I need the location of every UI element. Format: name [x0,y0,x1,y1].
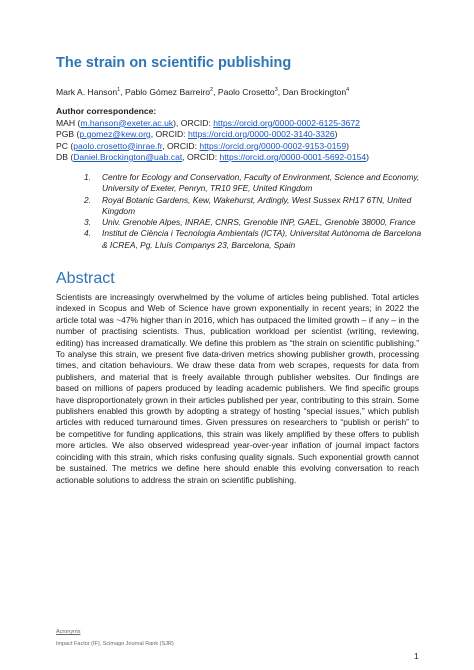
footnote-text: Impact Factor (IF), Scimago Journal Rank (SJR) [56,641,174,647]
orcid-link[interactable]: https://orcid.org/0000-0002-9153-0159 [199,140,347,151]
email-link[interactable]: m.hanson@exeter.ac.uk [80,117,174,128]
email-link[interactable]: Daniel.Brockington@uab.cat [73,152,183,162]
affiliation-item [84,217,424,228]
closing-paren: ) [334,129,338,139]
email-link[interactable]: paolo.crosetto@inrae.fr [73,140,163,151]
affiliation-text: Univ. Grenoble Alpes, INRAE, CNRS, Grenoble INP, GAEL, Grenoble 38000, France [102,217,416,228]
affiliation-number: 1. [84,172,91,182]
author-affil-marker: 4 [346,87,350,93]
author-name: Pablo Gómez Barreiro [124,86,211,97]
affiliation-number: 4. [84,228,91,239]
affiliation-item [84,172,424,195]
orcid-label: , ORCID: [162,140,200,151]
orcid-label: ), ORCID: [173,117,214,128]
author-list [56,85,349,98]
author-initials: DB ( [56,152,74,162]
affiliation-item [84,195,424,218]
author-name: Dan Brockington [282,86,347,97]
abstract-heading: Abstract [56,270,115,287]
affiliation-number: 2. [84,194,91,205]
author-separator: , [213,86,218,97]
author-initials: PGB ( [56,129,80,139]
orcid-link[interactable]: https://orcid.org/0000-0002-6125-3672 [213,117,360,128]
correspondence-line [56,118,369,130]
author-initials: MAH ( [56,117,81,128]
footnote-heading: Acronyms [56,629,81,635]
closing-paren: ) [346,140,349,151]
affiliation-number: 3. [84,217,91,228]
author-name: Mark A. Hanson [56,86,118,97]
affiliation-text: Royal Botanic Gardens, Kew, Wakehurst, Ardingly, West Sussex RH17 6TN, United Kingdom [102,194,412,216]
abstract-body: Scientists are increasingly overwhelmed by the volume of articles being published. Total articles indexed in Scopus and Web of Science have grown exponentially in recent years; in 2022 the article total was ~47% higher than in 2016, which has outpaced the limited growth – if any – in the number of practising scientists. Thus, publication workload per scientist (writing, reviewing, editing) has increased dramatically. We define this problem as “the strain on scientific publishing.” To analyse this strain, we present five data-driven metrics showing publisher growth, processing times, and citation behaviours. We draw these data from web scrapes, requests for data from publishers, and material that is freely available through publisher websites. Our findings are based on millions of papers produced by leading academic publishers. We find specific groups have disproportionately grown in their articles published per year, contributing to this strain. Some publishers enabled this growth by adopting a strategy of hosting “special issues,” which publish articles with reduced turnaround times. Given pressures on researchers to “publish or perish” to be competitive for funding applications, this strain was likely amplified by these offers to publish more articles. We also observed widespread year-over-year inflation of journal impact factors coinciding with this strain, which risks confusing quality signals. Such exponential growth cannot be sustained. The metrics we define here should enable this evolving conversation to reach actionable solutions to address the strain on scientific publishing. [56,292,419,485]
orcid-label: , ORCID: [150,129,188,139]
correspondence-line [56,141,369,153]
orcid-link[interactable]: https://orcid.org/0000-0001-5692-0154 [219,152,367,162]
orcid-link[interactable]: https://orcid.org/0000-0002-3140-3326 [187,129,335,139]
correspondence-line [56,129,369,141]
page-number: 1 [414,651,419,661]
author-name: Paolo Crosetto [217,86,275,97]
correspondence-heading: Author correspondence: [56,106,157,116]
author-affil-marker: 3 [274,87,278,93]
affiliation-text: Centre for Ecology and Conservation, Faculty of Environment, Science and Economy, University of Exeter, Penryn, TR10 9FE, United Kingdom [102,172,420,194]
author-separator: , [277,86,283,97]
author-correspondence [56,106,369,164]
paper-title: The strain on scientific publishing [56,55,292,71]
author-affil-marker: 1 [117,87,121,93]
correspondence-line [56,152,369,164]
affiliation-item [84,228,424,251]
affiliation-list [84,172,424,251]
author-separator: , [120,86,125,97]
orcid-label: , ORCID: [182,152,220,162]
closing-paren: ) [366,152,370,162]
email-link[interactable]: p.gomez@kew.org [79,129,151,139]
affiliation-text: Institut de Ciència i Tecnologia Ambientals (ICTA), Universitat Autònoma de Barcelona & ICREA, Pg. Lluís Companys 23, Barcelona, Spain [102,228,422,250]
author-initials: PC ( [56,140,74,151]
author-affil-marker: 2 [210,87,214,93]
